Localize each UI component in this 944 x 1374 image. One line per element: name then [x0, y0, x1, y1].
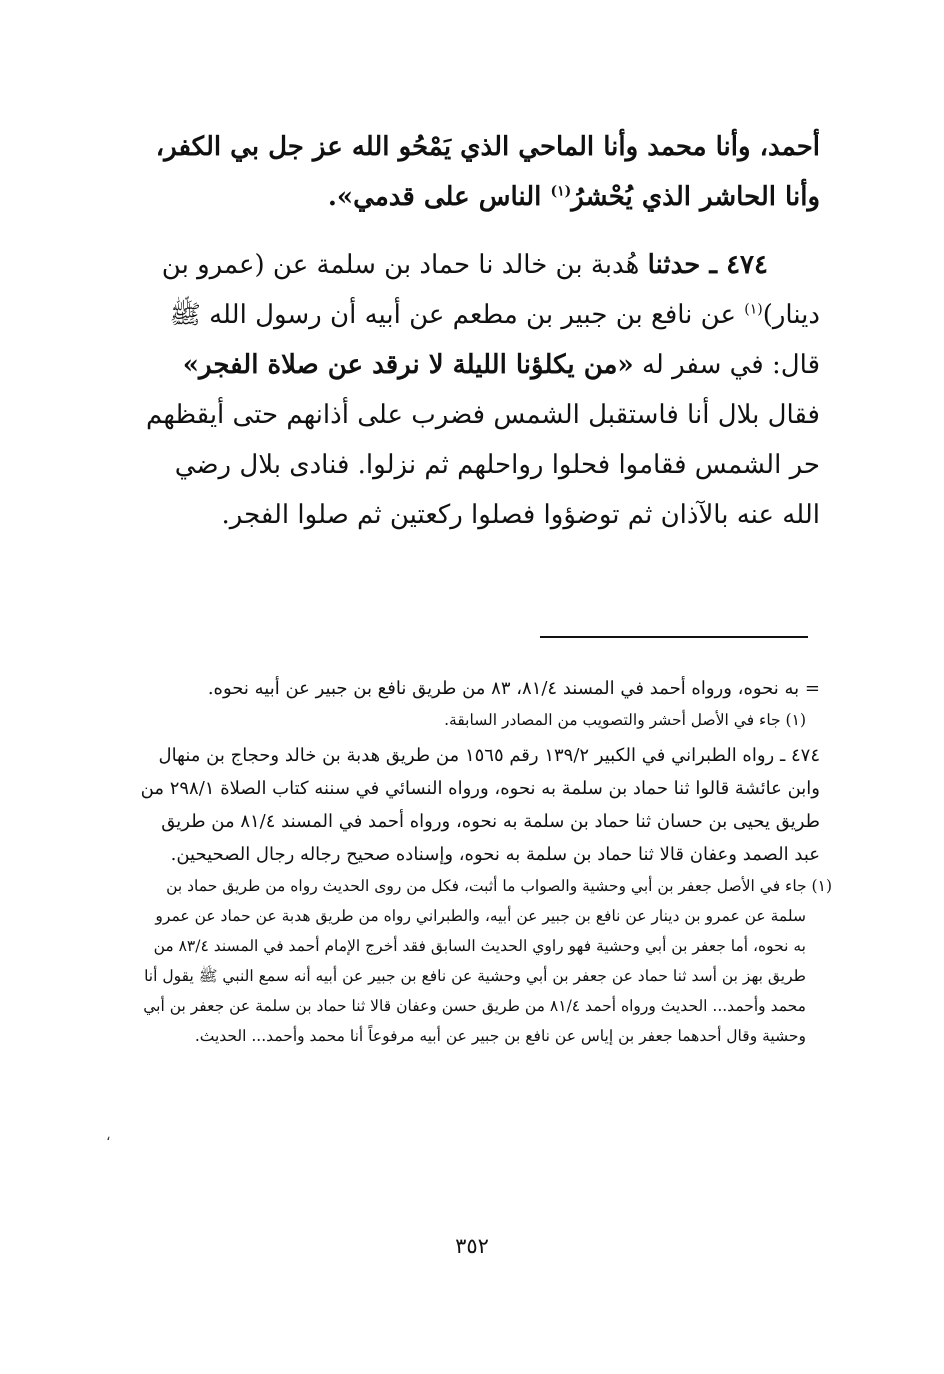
main-text [130, 122, 820, 540]
hadith-quote: «من يكلؤنا الليلة لا نرقد عن صلاة الفجر» [182, 350, 634, 380]
text-run: الناس على قدمي». [327, 182, 551, 212]
hadith-number: ٤٧٤ ـ حدثنا [647, 250, 768, 280]
paragraph-hadith-474 [130, 240, 820, 540]
text-run: أحمد، وأنا محمد وأنا الماحي الذي يَمْحُو الله عز جل بي الكفر، وأنا الحاشر الذي يُحْشرُ [155, 132, 820, 212]
paragraph-hadith-473-end [130, 122, 820, 222]
footnotes [138, 672, 832, 1051]
margin-mark: ، [106, 1128, 111, 1144]
footnote-number: ٤٧٤ ـ [779, 745, 820, 766]
page-number: ٣٥٢ [455, 1234, 489, 1258]
footnote-continuation: = به نحوه، ورواه أحمد في المسند ٨١/٤، ٨٣ من طريق نافع بن جبير عن أبيه نحوه. [207, 678, 820, 699]
text-run: رواه الطبراني في الكبير ١٣٩/٢ رقم ١٥٦٥ من طريق هدبة بن خالد وحجاج بن منهال وابن عائشة قالوا ثنا حماد بن سلمة به نحوه، ورواه النسائي في سننه كتاب الصلاة ٢٩٨/١ من طريق يحيى بن حسان ثنا حماد بن سلمة به نحوه، ورواه أحمد في المسند ٨١/٤ من طريق عبد الصمد وعفان قالا ثنا حماد بن سلمة به نحوه، وإسناده صحيح رجاله رجال الصحيحين. [140, 745, 820, 865]
text-run: فقال بلال أنا فاستقبل الشمس فضرب على أذانهم حتى أيقظهم حر الشمس فقاموا فحلوا رواحلهم ثم نزلوا. فنادى بلال رضي الله عنه بالآذان ثم توضؤوا فصلوا ركعتين ثم صلوا الفجر. [146, 400, 820, 530]
text-run: هُدبة بن خالد نا حماد بن سلمة عن (عمرو بن دينار) [161, 250, 820, 330]
footnote-ref: (١) [744, 301, 763, 318]
footnote-sub-474: (١) جاء في الأصل جعفر بن أبي وحشية والصواب ما أثبت، فكل من روى الحديث رواه من طريق حماد بن سلمة عن عمرو بن دينار عن نافع بن جبير عن أبيه، والطبراني رواه من طريق هدبة عن حماد عن عمرو به نحوه، أما جعفر بن أبي وحشية فهو راوي الحديث السابق فقد أخرج الإمام أحمد في المسند ٨٣/٤ من طريق بهز بن أسد ثنا حماد عن جعفر بن أبي وحشية عن نافع بن جبير عن أبيه أنه سمع النبي ﷺ يقول أنا محمد وأحمد... الحديث ورواه أحمد ٨١/٤ من طريق حسن وعفان قالا ثنا حماد بن سلمة عن جعفر بن أبي وحشية وقال أحدهما جعفر بن إياس عن نافع بن جبير عن أبيه مرفوعاً أنا محمد وأحمد... الحديث. [143, 877, 832, 1045]
footnote-ref: (١) [550, 183, 572, 200]
text-run: عن نافع بن جبير بن مطعم عن أبيه أن رسول الله ﷺ قال: في سفر له [169, 300, 820, 380]
footnote-separator [540, 636, 808, 638]
footnote-sub-1: (١) جاء في الأصل أحشر والتصويب من المصادر السابقة. [444, 711, 806, 729]
footnote-474 [138, 739, 820, 871]
